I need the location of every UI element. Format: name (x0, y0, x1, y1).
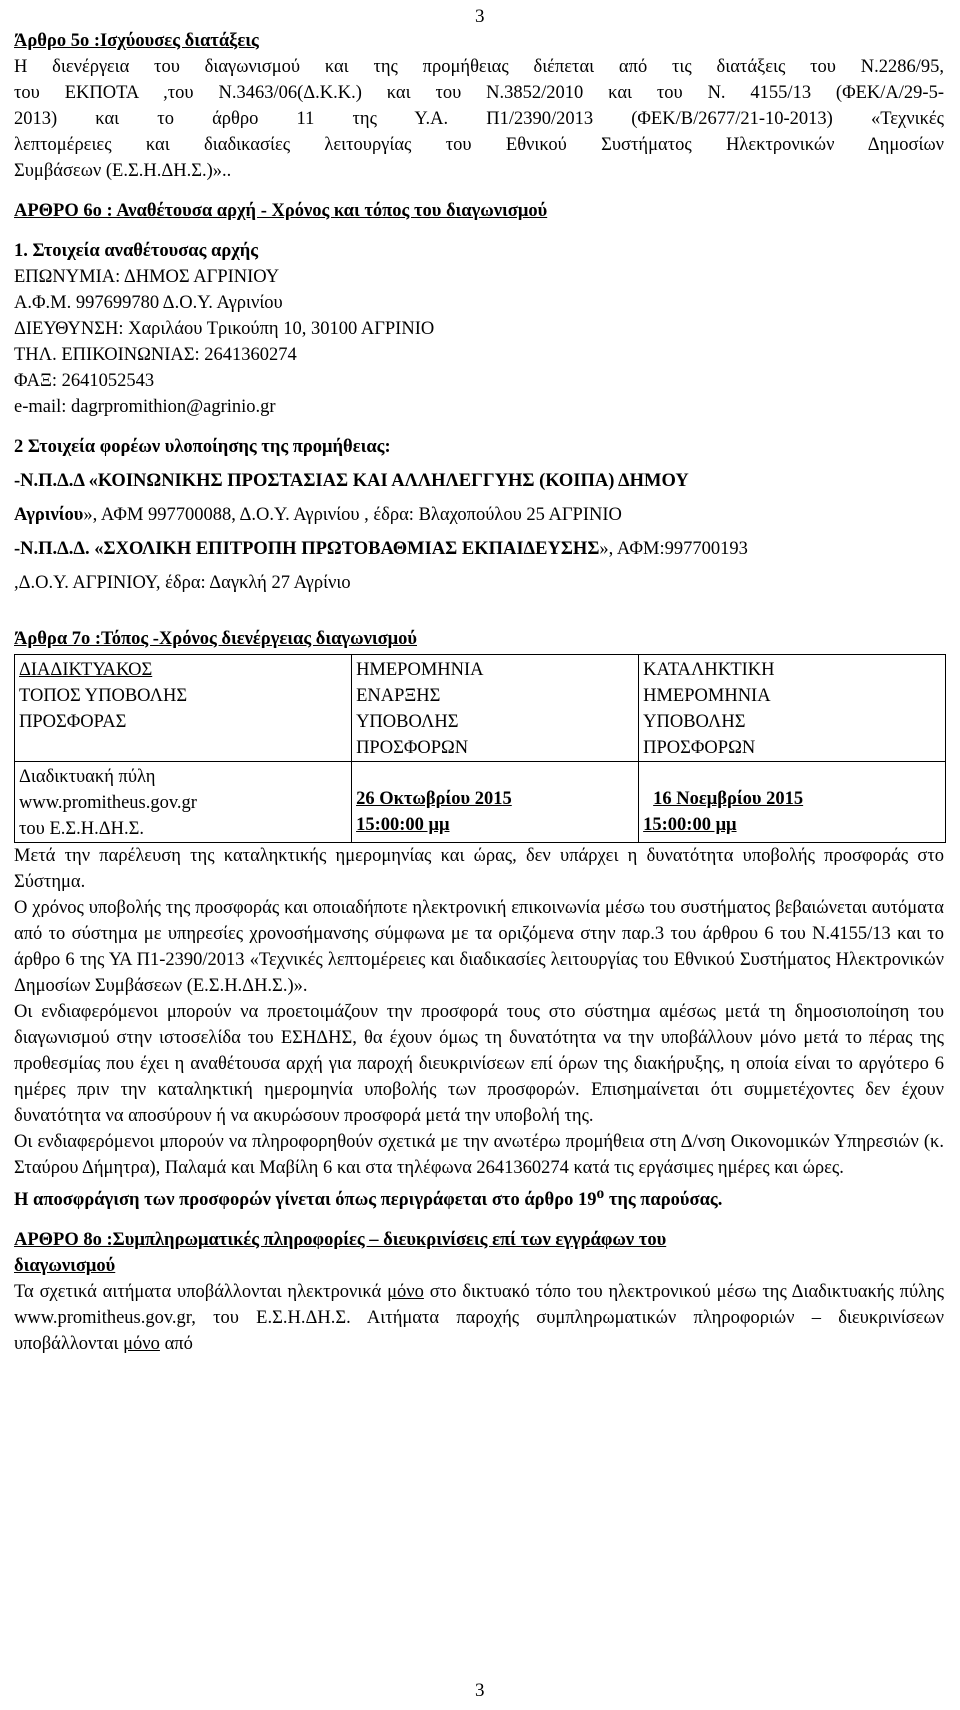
authority-tax-id: Α.Φ.Μ. 997699780 Δ.Ο.Υ. Αγρινίου (14, 293, 283, 313)
header-line: ΠΡΟΣΦΟΡΩΝ (643, 738, 756, 758)
entity-1-info: », ΑΦΜ 997700088, Δ.Ο.Υ. Αγρινίου , έδρα: Βλαχοπούλου 25 ΑΓΡΙΝΙΟ (83, 505, 622, 525)
header-line: ΠΡΟΣΦΟΡΩΝ (356, 738, 469, 758)
start-time: 15:00:00 μμ (356, 815, 450, 835)
article-8-paragraph (14, 1279, 944, 1357)
information-paragraph: Οι ενδιαφερόμενοι μπορούν να πληροφορηθούν σχετικά με την ανωτέρω προμήθεια στη Δ/νση Οικονομικών Υπηρεσιών (κ. Σταύρου Δήμητρα), Παλαμά και Μαβίλη 6 και στα τηλέφωνα 2641360274 κατά τις εργάσιμες ημέρες και ώρες. (14, 1132, 944, 1178)
page-number-top: 3 (475, 6, 485, 27)
entity-1-name-cont: Αγρινίου (14, 505, 84, 525)
authority-fax: ΦΑΞ: 2641052543 (14, 371, 155, 391)
header-line: ΔΙΑΔΙΚΤΥΑΚΟΣ (19, 660, 153, 680)
header-line: ΗΜΕΡΟΜΗΝΙΑ (643, 686, 771, 706)
authority-email: e-mail: dagrpromithion@agrinio.gr (14, 397, 276, 417)
entity-1-details (14, 502, 944, 528)
article-6-heading: ΑΡΘΡΟ 6ο : Αναθέτουσα αρχή - Χρόνος και τόπος του διαγωνισμού (14, 201, 548, 221)
contracting-authority-title: 1. Στοιχεία αναθέτουσας αρχής (14, 241, 259, 261)
article-5-heading: Άρθρο 5ο :Ισχύουσες διατάξεις (14, 31, 259, 51)
article-5-line: Συμβάσεων (Ε.Σ.Η.ΔΗ.Σ.)».. (14, 161, 232, 181)
start-date-cell (352, 762, 639, 843)
place-line: Διαδικτυακή πύλη (19, 767, 156, 787)
document-page (14, 0, 944, 1357)
article-8-text: από (159, 1334, 193, 1355)
end-time: 15:00:00 μμ (643, 815, 737, 835)
header-line: ΚΑΤΑΛΗΚΤΙΚΗ (643, 660, 775, 680)
implementing-bodies-title: 2 Στοιχεία φορέων υλοποίησης της προμήθειας: (14, 437, 391, 457)
article-8-heading: ΑΡΘΡΟ 8ο :Συμπληρωματικές πληροφορίες – διευκρινίσεις επί των εγγράφων του (14, 1230, 667, 1251)
place-line: του Ε.Σ.Η.ΔΗ.Σ. (19, 819, 145, 839)
article-8-underlined: μόνο (123, 1334, 160, 1355)
article-8-underlined: μόνο (387, 1282, 424, 1303)
article-8-text: στο δικτυακό τόπο του ηλεκτρονικού μέσω της Διαδικτυακής πύλης www.promitheus.gov.gr, του Ε.Σ.Η.ΔΗ.Σ. Αιτήματα παροχής συμπληρωματικών πληροφοριών – διευκρινίσεων υποβάλλονται (14, 1282, 944, 1355)
end-date: 16 Νοεμβρίου 2015 (653, 789, 804, 809)
entity-2-seat: ,Δ.Ο.Υ. ΑΓΡΙΝΙΟΥ, έδρα: Δαγκλή 27 Αγρίνιο (14, 573, 351, 593)
header-line: ΠΡΟΣΦΟΡΑΣ (19, 712, 127, 732)
opening-text: Η αποσφράγιση των προσφορών γίνεται όπως περιγράφεται στο άρθρο 19 (14, 1190, 597, 1211)
start-date: 26 Οκτωβρίου 2015 (356, 789, 512, 809)
table-header-row (15, 655, 946, 762)
opening-paragraph (14, 1181, 944, 1213)
article-8-text: Τα σχετικά αιτήματα υποβάλλονται ηλεκτρονικά (14, 1282, 388, 1303)
header-line: ΗΜΕΡΟΜΗΝΙΑ (356, 660, 484, 680)
article-7-heading: Άρθρα 7ο :Τόπος -Χρόνος διενέργειας διαγωνισμού (14, 629, 417, 649)
authority-name: ΕΠΩΝΥΜΙΑ: ΔΗΜΟΣ ΑΓΡΙΝΙΟΥ (14, 267, 280, 287)
page-number-bottom: 3 (475, 1680, 485, 1701)
header-line: ΤΟΠΟΣ ΥΠΟΒΟΛΗΣ (19, 686, 188, 706)
authority-address: ΔΙΕΥΘΥΝΣΗ: Χαριλάου Τρικούπη 10, 30100 ΑΓΡΙΝΙΟ (14, 319, 435, 339)
article-5-line: Η διενέργεια του διαγωνισμού και της προμήθειας διέπεται από τις διατάξεις του Ν.2286/95, (14, 57, 944, 77)
preparation-paragraph: Οι ενδιαφερόμενοι μπορούν να προετοιμάζουν την προσφορά τους στο σύστημα αμέσως μετά τη δημοσιοποίηση του διαγωνισμού στην ιστοσελίδα του ΕΣΗΔΗΣ, θα έχουν όμως τη δυνατότητα να την υποβάλλουν μόνο μετά το πέρας της προθεσμίας που έχει η αναθέτουσα αρχή για παροχή διευκρινίσεων επί όρων της διακήρυξης, η οποία είναι το αργότερο 6 ημέρες πριν την καταληκτική ημερομηνία υποβολής των προσφορών. Επισημαίνεται ότι συμμετέχοντες δεν έχουν δυνατότητα να αποσύρουν ή να ακυρώσουν προσφορά μετά την υποβολή της. (14, 1002, 944, 1126)
header-line: ΥΠΟΒΟΛΗΣ (356, 712, 459, 732)
submission-schedule-table (14, 654, 946, 843)
entity-2-name: -Ν.Π.Δ.Δ. «ΣΧΟΛΙΚΗ ΕΠΙΤΡΟΠΗ ΠΡΩΤΟΒΑΘΜΙΑΣ ΕΚΠΑΙΔΕΥΣΗΣ (14, 539, 600, 559)
article-8-heading-cont: διαγωνισμού (14, 1256, 116, 1277)
place-cell (15, 762, 352, 843)
article-5-line: του ΕΚΠΟΤΑ ,του Ν.3463/06(Δ.Κ.Κ.) και του Ν.3852/2010 και του Ν. 4155/13 (ΦΕΚ/Α/29-5- (14, 83, 944, 103)
end-date-cell (639, 762, 946, 843)
entity-2-details (14, 536, 944, 562)
header-cell-place (15, 655, 352, 762)
authority-phone: ΤΗΛ. ΕΠΙΚΟΙΝΩΝΙΑΣ: 2641360274 (14, 345, 297, 365)
header-line: ΥΠΟΒΟΛΗΣ (643, 712, 746, 732)
deadline-note: Μετά την παρέλευση της καταληκτικής ημερομηνίας και ώρας, δεν υπάρχει η δυνατότητα υποβολής προσφοράς στο Σύστημα. (14, 846, 944, 892)
header-cell-start (352, 655, 639, 762)
header-line: ΕΝΑΡΞΗΣ (356, 686, 441, 706)
opening-text-end: της παρούσας. (604, 1190, 723, 1211)
entity-2-info: », ΑΦΜ:997700193 (599, 539, 748, 559)
opening-sup: ο (596, 1185, 605, 1202)
article-5-line: 2013) και το άρθρο 11 της Υ.Α. Π1/2390/2013 (ΦΕΚ/Β/2677/21-10-2013) «Τεχνικές (14, 109, 944, 129)
header-cell-end (639, 655, 946, 762)
table-row (15, 762, 946, 843)
timestamp-paragraph: Ο χρόνος υποβολής της προσφοράς και οποιαδήποτε ηλεκτρονική επικοινωνία μέσω του συστήματος βεβαιώνεται αυτόματα από το σύστημα με υπηρεσίες χρονοσήμανσης σύμφωνα με τα οριζόμενα στην παρ.3 του άρθρου 6 του Ν.4155/13 και το άρθρο 6 της ΥΑ Π1-2390/2013 «Τεχνικές λεπτομέρειες και διαδικασίες λειτουργίας του Εθνικού Συστήματος Ηλεκτρονικών Δημοσίων Συμβάσεων (Ε.Σ.Η.ΔΗ.Σ.)». (14, 898, 944, 996)
place-url: www.promitheus.gov.gr (19, 793, 197, 813)
entity-1-name: -Ν.Π.Δ.Δ «ΚΟΙΝΩΝΙΚΗΣ ΠΡΟΣΤΑΣΙΑΣ ΚΑΙ ΑΛΛΗΛΕΓΓΥΗΣ (ΚΟΙΠΑ) ΔΗΜΟΥ (14, 471, 689, 491)
article-5-line: λεπτομέρειες και διαδικασίες λειτουργίας του Εθνικού Συστήματος Ηλεκτρονικών Δημοσίων (14, 135, 944, 155)
